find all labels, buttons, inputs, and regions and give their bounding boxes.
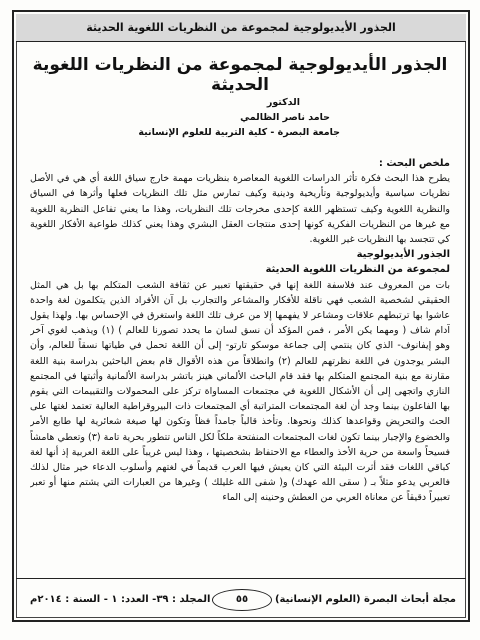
- section-text-4: وتعطي هامشاً فسيحاً واسعة من حرية الأخذ والعطاء مع الاحتفاظ بشخصيتها ، وهذا ليس غريباً على اللغة العربية إذ أنها لغة كباقي اللغات فقد أثرت البيئة التي كان يعيش فيها العرب قديماً في لغتهم وأسلوب الدعاء خير مثال لذلك فالعربي يدعو مثلاً بـ ( سقى الله عهدك) و( شفى الله غليلك ) وغيرها من العبارات التي يشتم منها أو تعبر تعبيراً دقيقاً عن معاناة العربي من العطش وحنينه إلى الماء: [30, 431, 450, 504]
- footer-volume-issue: المجلد : ٣٩- العدد: ١ - السنة : ٢٠١٤م: [30, 594, 211, 605]
- abstract-heading: ملخص البحث :: [378, 158, 450, 169]
- abstract-paragraph: [30, 156, 450, 247]
- author-name: حامد ناصر الظالمي: [240, 112, 330, 123]
- running-header: الجذور الأيديولوجية لمجموعة من النظريات اللغوية الحديثة: [16, 14, 466, 42]
- footnote-ref-2: (٢): [278, 355, 291, 367]
- section-text-1: بات من المعروف عند فلاسفة اللغة إنها في حقيقتها تعبير عن ثقافة الشعب المتكلم بها بل هي المثل الحقيقي لشخصية الشعب فهي ناقلة للأفكار والمشاعر والتجارب بل آن الأفراد الذين يتكلمون لغة واحدة عاشوا بها ترتبطهم علاقات ومشاعر لا يفهمها إلا من عرف تلك اللغة واستغرق في الإحساس بها. ولهذا يقول آدام شاف ( ومهما يكن الأمر ، فمن المؤكد أن نسق لسان ما يحدد تصورنا للعالم ): [30, 279, 450, 337]
- author-affiliation: جامعة البصرة - كلية التربية للعلوم الإنسانية: [138, 127, 340, 138]
- page-number: ٥٥: [212, 589, 272, 611]
- author-degree: الدكتور: [266, 97, 300, 108]
- article-title: الجذور الأيديولوجية لمجموعة من النظريات اللغوية الحديثة: [32, 55, 448, 95]
- section-text-3: وانطلاقاً من هذه الأقوال قام بعض الباحثين بدراسة بنية اللغة مقارنة مع بنية المجتمع المتكلم بها فقد قام الباحث الألماني هينز باتشر بدراسة الألمانية وأثبتها في المجتمع النازي واتجهى إلى أن الأشكال اللغوية في مجتمعات المساواة تركز على المحمولات والتقييمات التي يقوم بها الفاعلون بينما وجد أن لغة المجتمعات المتراتبة أي المجتمعات ذات البيروقراطية العالية تعتمد لغتها على الحث والتحريض وقواعدها كذلك ونحوها. وتأخذ قالباً جامداً فظاً وتكون لها صيغة شعائرية لها طابع الأمر والخضوع والإجبار بينما تكون لغات المجتمعات المنفتحة ملكاً لكل الناس تتطور بحرية تامة: [30, 355, 450, 443]
- article-body: [30, 156, 450, 571]
- section-heading-paragraph: [30, 247, 450, 277]
- page-footer: [16, 584, 466, 618]
- section-text-2: ويذهب لغوي آخر وهو إيفانوف- الذي كان ينتمي إلى جماعة موسكو تارتو- إلى أن اللغة تحمل في طياتها نسقاً للعالم، وأن البشر يوجدون في اللغة نظرتهم للعالم: [30, 325, 450, 367]
- footer-journal-name: مجلة أبحاث البصرة (العلوم الإنسانية): [274, 594, 456, 605]
- subsection-heading: لمجموعة من النظريات اللغوية الحديثة: [265, 264, 450, 276]
- author-block: [140, 95, 340, 140]
- footnote-ref-1: (١): [101, 325, 115, 337]
- footer-divider: [16, 578, 466, 579]
- section-heading: الجذور الأيديولوجية: [356, 249, 450, 261]
- section-paragraph: [30, 278, 450, 506]
- footnote-ref-3: (٣): [88, 431, 101, 443]
- abstract-text: يطرح هذا البحث فكرة تأثر الدراسات اللغوية المعاصرة بنظريات مهمة خارج سياق اللغة أي هي في الأصل نظريات سياسية وأيديولوجية وتأريخية ودينية وكيف تمارس مثل تلك النظريات فعلها وأثرها في السياق والنظرية اللغوية وكيف تستظهر اللغة كإحدى مخرجات تلك النظريات، وهذا ما يعني تفاعل النظرية اللغوية مع غيرها من النظريات الفكرية كونها إحدى منتجات العقل البشري وهذا يعني كذلك طواعية الأفكار اللغوية كي تتجسد بها النظريات غير اللغوية.: [30, 173, 450, 246]
